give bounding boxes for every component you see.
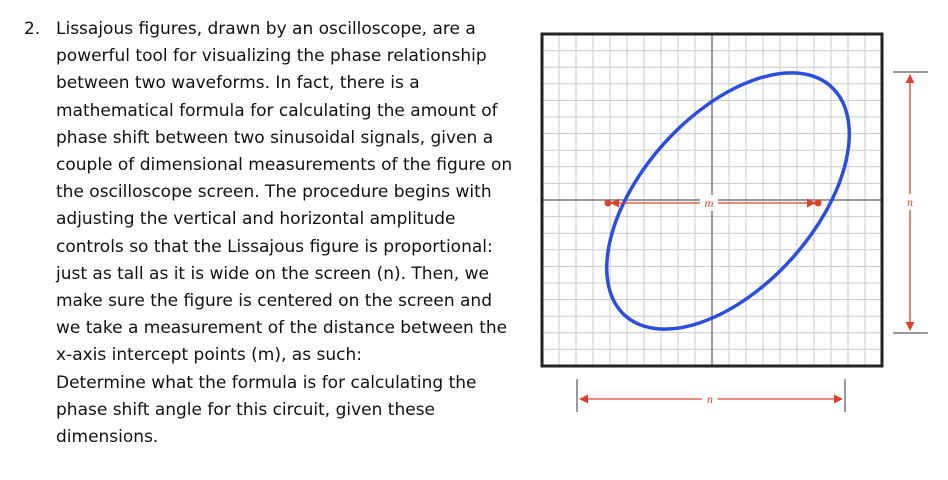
question-number: 2. [24,19,41,39]
x-intercept-left [605,200,612,207]
question-paragraph-2: Determine what the formula is for calculating the phase shift angle for this circuit, given these dimensions. [56,372,477,448]
n-label-bottom: n [706,395,714,406]
x-intercept-right [815,200,822,207]
m-label: m [704,199,714,210]
oscilloscope-figure [520,20,948,430]
oscilloscope-diagram [520,20,948,430]
question-paragraph-1: Lissajous figures, drawn by an oscilloscope, are a powerful tool for visualizing the phase relationship between two waveforms. In fact, there is a mathematical formula for calculating the amount of phase shift between two sinusoidal signals, given a couple of dimensional measurements of the figure on the oscilloscope screen. The procedure begins with adjusting the vertical and horizontal amplitude controls so that the Lissajous figure is proportional: just as tall as it is wide on the screen (n). Then, we make sure the figure is centered on the screen and we take a measurement of the distance between the x-axis intercept points (m), as such: [56,19,513,366]
question-text [56,16,516,451]
n-label-right: n [906,198,914,209]
